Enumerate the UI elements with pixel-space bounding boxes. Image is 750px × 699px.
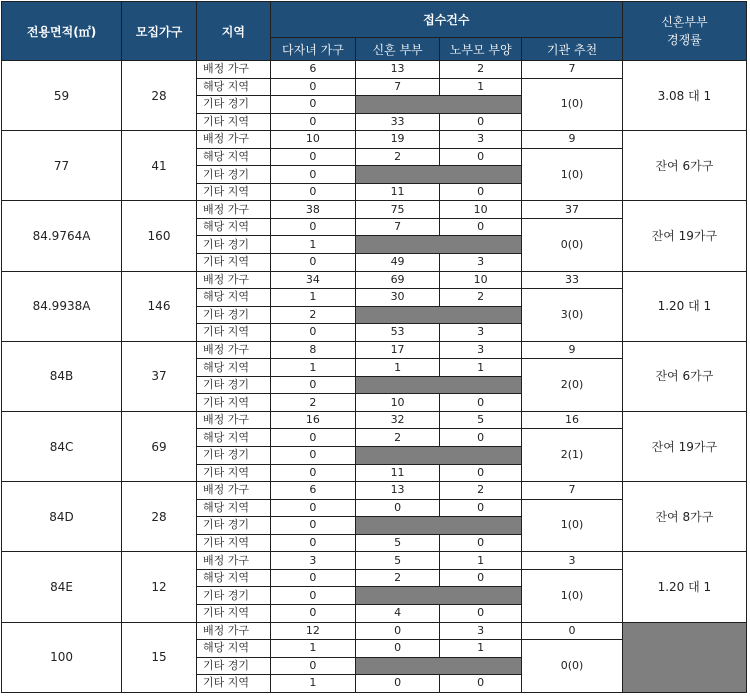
competition-cell: 1.20 대 1 bbox=[622, 552, 746, 622]
count-cell: 2 bbox=[270, 394, 355, 412]
count-cell: 5 bbox=[440, 411, 522, 429]
na-cell bbox=[356, 306, 522, 324]
households-cell: 28 bbox=[122, 61, 197, 131]
region-label: 기타 지역 bbox=[196, 394, 270, 412]
competition-cell: 잔여 19가구 bbox=[622, 201, 746, 271]
region-label: 기타 경기 bbox=[196, 447, 270, 465]
count-cell: 2 bbox=[440, 482, 522, 500]
institution-cell: 2(0) bbox=[522, 359, 623, 412]
count-cell: 2 bbox=[356, 148, 440, 166]
region-label: 기타 지역 bbox=[196, 464, 270, 482]
count-cell: 12 bbox=[270, 622, 355, 640]
institution-cell: 3(0) bbox=[522, 289, 623, 342]
region-label: 해당 지역 bbox=[196, 359, 270, 377]
header-competition: 신혼부부 경쟁률 bbox=[622, 2, 746, 61]
count-cell: 0 bbox=[270, 517, 355, 535]
table-row bbox=[2, 271, 747, 289]
count-cell: 2 bbox=[356, 429, 440, 447]
count-cell: 0 bbox=[270, 218, 355, 236]
households-cell: 37 bbox=[122, 341, 197, 411]
count-cell: 9 bbox=[522, 131, 623, 149]
count-cell: 2 bbox=[356, 569, 440, 587]
institution-cell: 1(0) bbox=[522, 569, 623, 622]
count-cell: 0 bbox=[522, 622, 623, 640]
na-cell bbox=[356, 96, 522, 114]
competition-cell: 잔여 6가구 bbox=[622, 341, 746, 411]
region-label: 해당 지역 bbox=[196, 78, 270, 96]
region-label: 기타 지역 bbox=[196, 604, 270, 622]
count-cell: 0 bbox=[440, 148, 522, 166]
count-cell: 0 bbox=[270, 324, 355, 342]
count-cell: 0 bbox=[270, 183, 355, 201]
competition-cell: 잔여 8가구 bbox=[622, 482, 746, 552]
count-cell: 0 bbox=[440, 604, 522, 622]
competition-cell: 3.08 대 1 bbox=[622, 61, 746, 131]
households-cell: 12 bbox=[122, 552, 197, 622]
na-cell bbox=[356, 447, 522, 465]
count-cell: 0 bbox=[270, 376, 355, 394]
region-label: 배정 가구 bbox=[196, 341, 270, 359]
households-cell: 160 bbox=[122, 201, 197, 271]
count-cell: 0 bbox=[270, 499, 355, 517]
count-cell: 17 bbox=[356, 341, 440, 359]
count-cell: 3 bbox=[270, 552, 355, 570]
region-label: 해당 지역 bbox=[196, 569, 270, 587]
count-cell: 0 bbox=[270, 429, 355, 447]
header-elderly: 노부모 부양 bbox=[440, 38, 522, 61]
count-cell: 10 bbox=[440, 271, 522, 289]
count-cell: 0 bbox=[356, 675, 440, 693]
count-cell: 3 bbox=[440, 622, 522, 640]
region-label: 기타 지역 bbox=[196, 675, 270, 693]
count-cell: 0 bbox=[270, 604, 355, 622]
count-cell: 0 bbox=[440, 534, 522, 552]
competition-cell bbox=[622, 622, 746, 692]
count-cell: 4 bbox=[356, 604, 440, 622]
region-label: 배정 가구 bbox=[196, 131, 270, 149]
region-label: 배정 가구 bbox=[196, 271, 270, 289]
institution-cell: 2(1) bbox=[522, 429, 623, 482]
table-row bbox=[2, 131, 747, 149]
table-row bbox=[2, 552, 747, 570]
area-cell: 77 bbox=[2, 131, 122, 201]
table-row bbox=[2, 201, 747, 219]
subscription-table bbox=[1, 1, 747, 693]
header-households: 모집가구 bbox=[122, 2, 197, 61]
households-cell: 69 bbox=[122, 411, 197, 481]
institution-cell: 1(0) bbox=[522, 499, 623, 552]
region-label: 기타 경기 bbox=[196, 657, 270, 675]
count-cell: 0 bbox=[356, 499, 440, 517]
region-label: 배정 가구 bbox=[196, 411, 270, 429]
count-cell: 19 bbox=[356, 131, 440, 149]
count-cell: 10 bbox=[356, 394, 440, 412]
count-cell: 0 bbox=[440, 183, 522, 201]
count-cell: 0 bbox=[270, 587, 355, 605]
na-cell bbox=[356, 587, 522, 605]
region-label: 배정 가구 bbox=[196, 482, 270, 500]
region-label: 해당 지역 bbox=[196, 640, 270, 658]
area-cell: 84D bbox=[2, 482, 122, 552]
area-cell: 100 bbox=[2, 622, 122, 692]
count-cell: 9 bbox=[522, 341, 623, 359]
count-cell: 1 bbox=[440, 552, 522, 570]
count-cell: 0 bbox=[270, 657, 355, 675]
count-cell: 0 bbox=[440, 113, 522, 131]
count-cell: 33 bbox=[522, 271, 623, 289]
count-cell: 34 bbox=[270, 271, 355, 289]
count-cell: 0 bbox=[440, 394, 522, 412]
count-cell: 5 bbox=[356, 534, 440, 552]
institution-cell: 1(0) bbox=[522, 78, 623, 131]
households-cell: 28 bbox=[122, 482, 197, 552]
count-cell: 2 bbox=[270, 306, 355, 324]
count-cell: 13 bbox=[356, 482, 440, 500]
header-applications: 접수건수 bbox=[270, 2, 622, 38]
count-cell: 3 bbox=[440, 324, 522, 342]
count-cell: 0 bbox=[270, 254, 355, 272]
count-cell: 0 bbox=[440, 499, 522, 517]
count-cell: 3 bbox=[522, 552, 623, 570]
institution-cell: 0(0) bbox=[522, 218, 623, 271]
count-cell: 30 bbox=[356, 289, 440, 307]
count-cell: 3 bbox=[440, 131, 522, 149]
count-cell: 1 bbox=[270, 359, 355, 377]
count-cell: 13 bbox=[356, 61, 440, 79]
count-cell: 1 bbox=[440, 78, 522, 96]
count-cell: 2 bbox=[440, 61, 522, 79]
region-label: 기타 경기 bbox=[196, 96, 270, 114]
count-cell: 0 bbox=[440, 464, 522, 482]
area-cell: 84.9938A bbox=[2, 271, 122, 341]
region-label: 해당 지역 bbox=[196, 429, 270, 447]
count-cell: 8 bbox=[270, 341, 355, 359]
count-cell: 0 bbox=[270, 166, 355, 184]
count-cell: 0 bbox=[356, 622, 440, 640]
count-cell: 0 bbox=[440, 429, 522, 447]
region-label: 해당 지역 bbox=[196, 289, 270, 307]
count-cell: 7 bbox=[356, 218, 440, 236]
count-cell: 37 bbox=[522, 201, 623, 219]
region-label: 기타 경기 bbox=[196, 376, 270, 394]
count-cell: 38 bbox=[270, 201, 355, 219]
count-cell: 1 bbox=[270, 289, 355, 307]
header-area: 전용면적(㎡) bbox=[2, 2, 122, 61]
region-label: 해당 지역 bbox=[196, 499, 270, 517]
region-label: 기타 경기 bbox=[196, 517, 270, 535]
region-label: 해당 지역 bbox=[196, 218, 270, 236]
count-cell: 49 bbox=[356, 254, 440, 272]
count-cell: 16 bbox=[270, 411, 355, 429]
count-cell: 32 bbox=[356, 411, 440, 429]
na-cell bbox=[356, 236, 522, 254]
competition-cell: 1.20 대 1 bbox=[622, 271, 746, 341]
count-cell: 7 bbox=[522, 482, 623, 500]
count-cell: 1 bbox=[270, 640, 355, 658]
region-label: 배정 가구 bbox=[196, 552, 270, 570]
count-cell: 0 bbox=[270, 78, 355, 96]
header-newlywed: 신혼 부부 bbox=[356, 38, 440, 61]
count-cell: 0 bbox=[270, 464, 355, 482]
count-cell: 0 bbox=[440, 569, 522, 587]
count-cell: 10 bbox=[270, 131, 355, 149]
count-cell: 5 bbox=[356, 552, 440, 570]
count-cell: 75 bbox=[356, 201, 440, 219]
count-cell: 10 bbox=[440, 201, 522, 219]
table-row bbox=[2, 411, 747, 429]
count-cell: 11 bbox=[356, 464, 440, 482]
count-cell: 69 bbox=[356, 271, 440, 289]
area-cell: 84E bbox=[2, 552, 122, 622]
region-label: 배정 가구 bbox=[196, 61, 270, 79]
institution-cell: 1(0) bbox=[522, 148, 623, 201]
area-cell: 59 bbox=[2, 61, 122, 131]
na-cell bbox=[356, 166, 522, 184]
na-cell bbox=[356, 517, 522, 535]
region-label: 기타 지역 bbox=[196, 324, 270, 342]
region-label: 배정 가구 bbox=[196, 622, 270, 640]
region-label: 기타 경기 bbox=[196, 166, 270, 184]
region-label: 기타 경기 bbox=[196, 306, 270, 324]
count-cell: 6 bbox=[270, 61, 355, 79]
region-label: 배정 가구 bbox=[196, 201, 270, 219]
count-cell: 0 bbox=[440, 675, 522, 693]
households-cell: 15 bbox=[122, 622, 197, 692]
count-cell: 3 bbox=[440, 254, 522, 272]
na-cell bbox=[356, 657, 522, 675]
count-cell: 0 bbox=[440, 218, 522, 236]
header-region: 지역 bbox=[196, 2, 270, 61]
area-cell: 84C bbox=[2, 411, 122, 481]
count-cell: 3 bbox=[440, 341, 522, 359]
region-label: 기타 지역 bbox=[196, 113, 270, 131]
count-cell: 0 bbox=[356, 640, 440, 658]
region-label: 기타 지역 bbox=[196, 534, 270, 552]
institution-cell: 0(0) bbox=[522, 640, 623, 693]
count-cell: 0 bbox=[270, 113, 355, 131]
region-label: 기타 지역 bbox=[196, 183, 270, 201]
region-label: 기타 지역 bbox=[196, 254, 270, 272]
area-cell: 84B bbox=[2, 341, 122, 411]
count-cell: 16 bbox=[522, 411, 623, 429]
region-label: 기타 경기 bbox=[196, 236, 270, 254]
households-cell: 146 bbox=[122, 271, 197, 341]
count-cell: 7 bbox=[356, 78, 440, 96]
competition-cell: 잔여 6가구 bbox=[622, 131, 746, 201]
households-cell: 41 bbox=[122, 131, 197, 201]
count-cell: 33 bbox=[356, 113, 440, 131]
count-cell: 0 bbox=[270, 534, 355, 552]
count-cell: 0 bbox=[270, 148, 355, 166]
header-multichild: 다자녀 가구 bbox=[270, 38, 355, 61]
table-row bbox=[2, 622, 747, 640]
count-cell: 1 bbox=[440, 359, 522, 377]
region-label: 해당 지역 bbox=[196, 148, 270, 166]
na-cell bbox=[356, 376, 522, 394]
count-cell: 1 bbox=[270, 236, 355, 254]
region-label: 기타 경기 bbox=[196, 587, 270, 605]
count-cell: 0 bbox=[270, 569, 355, 587]
header-institution: 기관 추천 bbox=[522, 38, 623, 61]
table-row bbox=[2, 482, 747, 500]
count-cell: 0 bbox=[270, 447, 355, 465]
count-cell: 0 bbox=[270, 96, 355, 114]
count-cell: 1 bbox=[270, 675, 355, 693]
count-cell: 7 bbox=[522, 61, 623, 79]
count-cell: 53 bbox=[356, 324, 440, 342]
count-cell: 11 bbox=[356, 183, 440, 201]
count-cell: 1 bbox=[356, 359, 440, 377]
count-cell: 2 bbox=[440, 289, 522, 307]
count-cell: 6 bbox=[270, 482, 355, 500]
table-row bbox=[2, 341, 747, 359]
competition-cell: 잔여 19가구 bbox=[622, 411, 746, 481]
area-cell: 84.9764A bbox=[2, 201, 122, 271]
count-cell: 1 bbox=[440, 640, 522, 658]
table-row bbox=[2, 61, 747, 79]
